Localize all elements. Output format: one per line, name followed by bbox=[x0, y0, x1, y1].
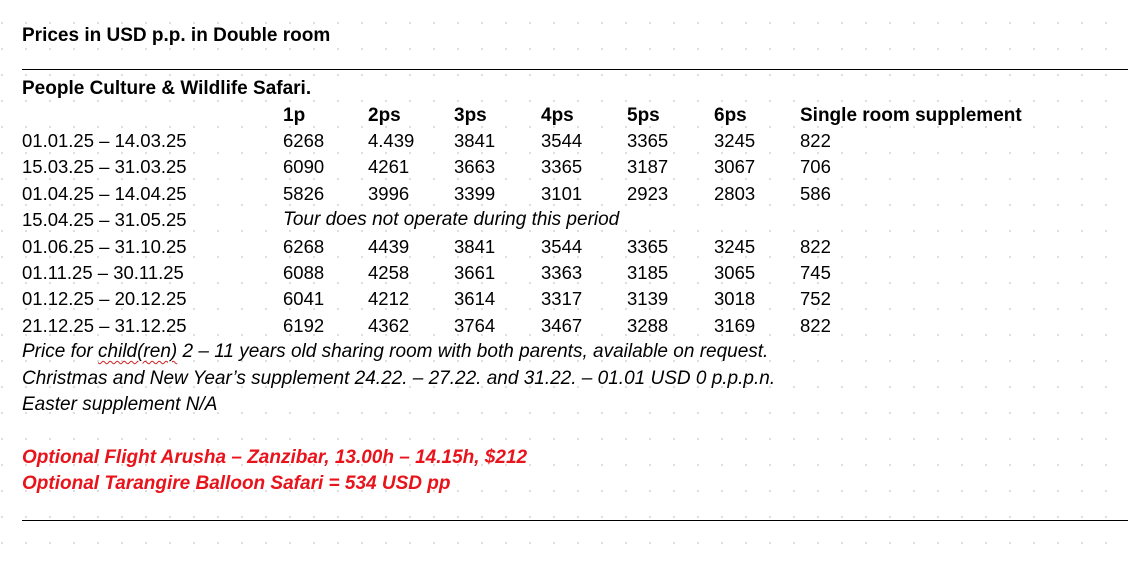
col-header-single-supplement: Single room supplement bbox=[800, 105, 1022, 126]
price-cell: 6090 bbox=[283, 156, 325, 177]
price-cell: 4212 bbox=[368, 288, 410, 309]
price-cell: 3365 bbox=[627, 236, 669, 257]
tour-name: People Culture & Wildlife Safari. bbox=[22, 78, 312, 99]
child-price-note bbox=[22, 341, 768, 363]
price-cell: 3101 bbox=[541, 183, 583, 204]
price-cell: 752 bbox=[800, 288, 831, 309]
period-label: 01.11.25 – 30.11.25 bbox=[22, 262, 184, 283]
price-cell: 3169 bbox=[714, 315, 756, 336]
price-cell: 2803 bbox=[714, 183, 756, 204]
period-label: 01.01.25 – 14.03.25 bbox=[22, 130, 187, 151]
christmas-supplement-note: Christmas and New Year’s supplement 24.22. – 27.22. and 31.22. – 01.01 USD 0 p.p.p.n. bbox=[22, 368, 776, 389]
price-cell: 822 bbox=[800, 315, 831, 336]
price-cell: 706 bbox=[800, 156, 831, 177]
price-cell: 3365 bbox=[541, 156, 583, 177]
price-cell: 3544 bbox=[541, 130, 583, 151]
col-header-1p: 1p bbox=[283, 105, 306, 126]
period-label: 15.03.25 – 31.03.25 bbox=[22, 156, 187, 177]
price-cell: 6041 bbox=[283, 288, 325, 309]
price-cell: 5826 bbox=[283, 183, 325, 204]
col-header-4ps: 4ps bbox=[541, 105, 574, 126]
price-cell: 3018 bbox=[714, 288, 756, 309]
price-cell: 3317 bbox=[541, 288, 583, 309]
period-label: 21.12.25 – 31.12.25 bbox=[22, 315, 187, 336]
easter-supplement-note: Easter supplement N/A bbox=[22, 394, 218, 415]
price-cell: 6268 bbox=[283, 130, 325, 151]
period-label: 01.04.25 – 14.04.25 bbox=[22, 183, 187, 204]
price-cell: 3288 bbox=[627, 315, 669, 336]
not-operating-message: Tour does not operate during this period bbox=[283, 209, 620, 230]
child-note-prefix: Price for bbox=[22, 341, 99, 362]
price-cell: 3663 bbox=[454, 156, 496, 177]
price-cell: 3841 bbox=[454, 236, 496, 257]
col-header-3ps: 3ps bbox=[454, 105, 487, 126]
price-cell: 6268 bbox=[283, 236, 325, 257]
price-cell: 822 bbox=[800, 236, 831, 257]
price-cell: 3764 bbox=[454, 315, 496, 336]
price-cell: 3661 bbox=[454, 262, 496, 283]
price-cell: 3467 bbox=[541, 315, 583, 336]
price-cell: 6088 bbox=[283, 262, 325, 283]
period-label: 01.12.25 – 20.12.25 bbox=[22, 288, 187, 309]
price-cell: 586 bbox=[800, 183, 831, 204]
price-cell: 6192 bbox=[283, 315, 325, 336]
price-cell: 3614 bbox=[454, 288, 496, 309]
price-cell: 4.439 bbox=[368, 130, 415, 151]
price-cell: 4258 bbox=[368, 262, 410, 283]
price-cell: 3399 bbox=[454, 183, 496, 204]
price-cell: 3544 bbox=[541, 236, 583, 257]
price-cell: 3185 bbox=[627, 262, 669, 283]
price-cell: 3067 bbox=[714, 156, 756, 177]
price-cell: 822 bbox=[800, 130, 831, 151]
page-title: Prices in USD p.p. in Double room bbox=[22, 25, 331, 46]
optional-flight: Optional Flight Arusha – Zanzibar, 13.00h – 14.15h, $212 bbox=[22, 447, 528, 468]
child-note-suffix: 2 – 11 years old sharing room with both parents, available on request. bbox=[177, 341, 769, 362]
price-cell: 3996 bbox=[368, 183, 410, 204]
optional-balloon-safari: Optional Tarangire Balloon Safari = 534 USD pp bbox=[22, 473, 451, 494]
price-cell: 3841 bbox=[454, 130, 496, 151]
period-label: 01.06.25 – 31.10.25 bbox=[22, 236, 187, 257]
price-cell: 3245 bbox=[714, 236, 756, 257]
price-cell: 3365 bbox=[627, 130, 669, 151]
price-cell: 745 bbox=[800, 262, 831, 283]
price-cell: 3065 bbox=[714, 262, 756, 283]
price-cell: 3363 bbox=[541, 262, 583, 283]
price-cell: 3187 bbox=[627, 156, 669, 177]
bottom-divider bbox=[22, 520, 1128, 521]
child-note-word: child(ren) bbox=[98, 341, 178, 362]
col-header-5ps: 5ps bbox=[627, 105, 660, 126]
price-cell: 4362 bbox=[368, 315, 410, 336]
col-header-2ps: 2ps bbox=[368, 105, 401, 126]
price-cell: 3139 bbox=[627, 288, 669, 309]
price-cell: 4261 bbox=[368, 156, 410, 177]
col-header-6ps: 6ps bbox=[714, 105, 747, 126]
period-label: 15.04.25 – 31.05.25 bbox=[22, 209, 187, 230]
top-divider bbox=[22, 69, 1128, 70]
price-cell: 3245 bbox=[714, 130, 756, 151]
price-cell: 2923 bbox=[627, 183, 669, 204]
price-cell: 4439 bbox=[368, 236, 410, 257]
